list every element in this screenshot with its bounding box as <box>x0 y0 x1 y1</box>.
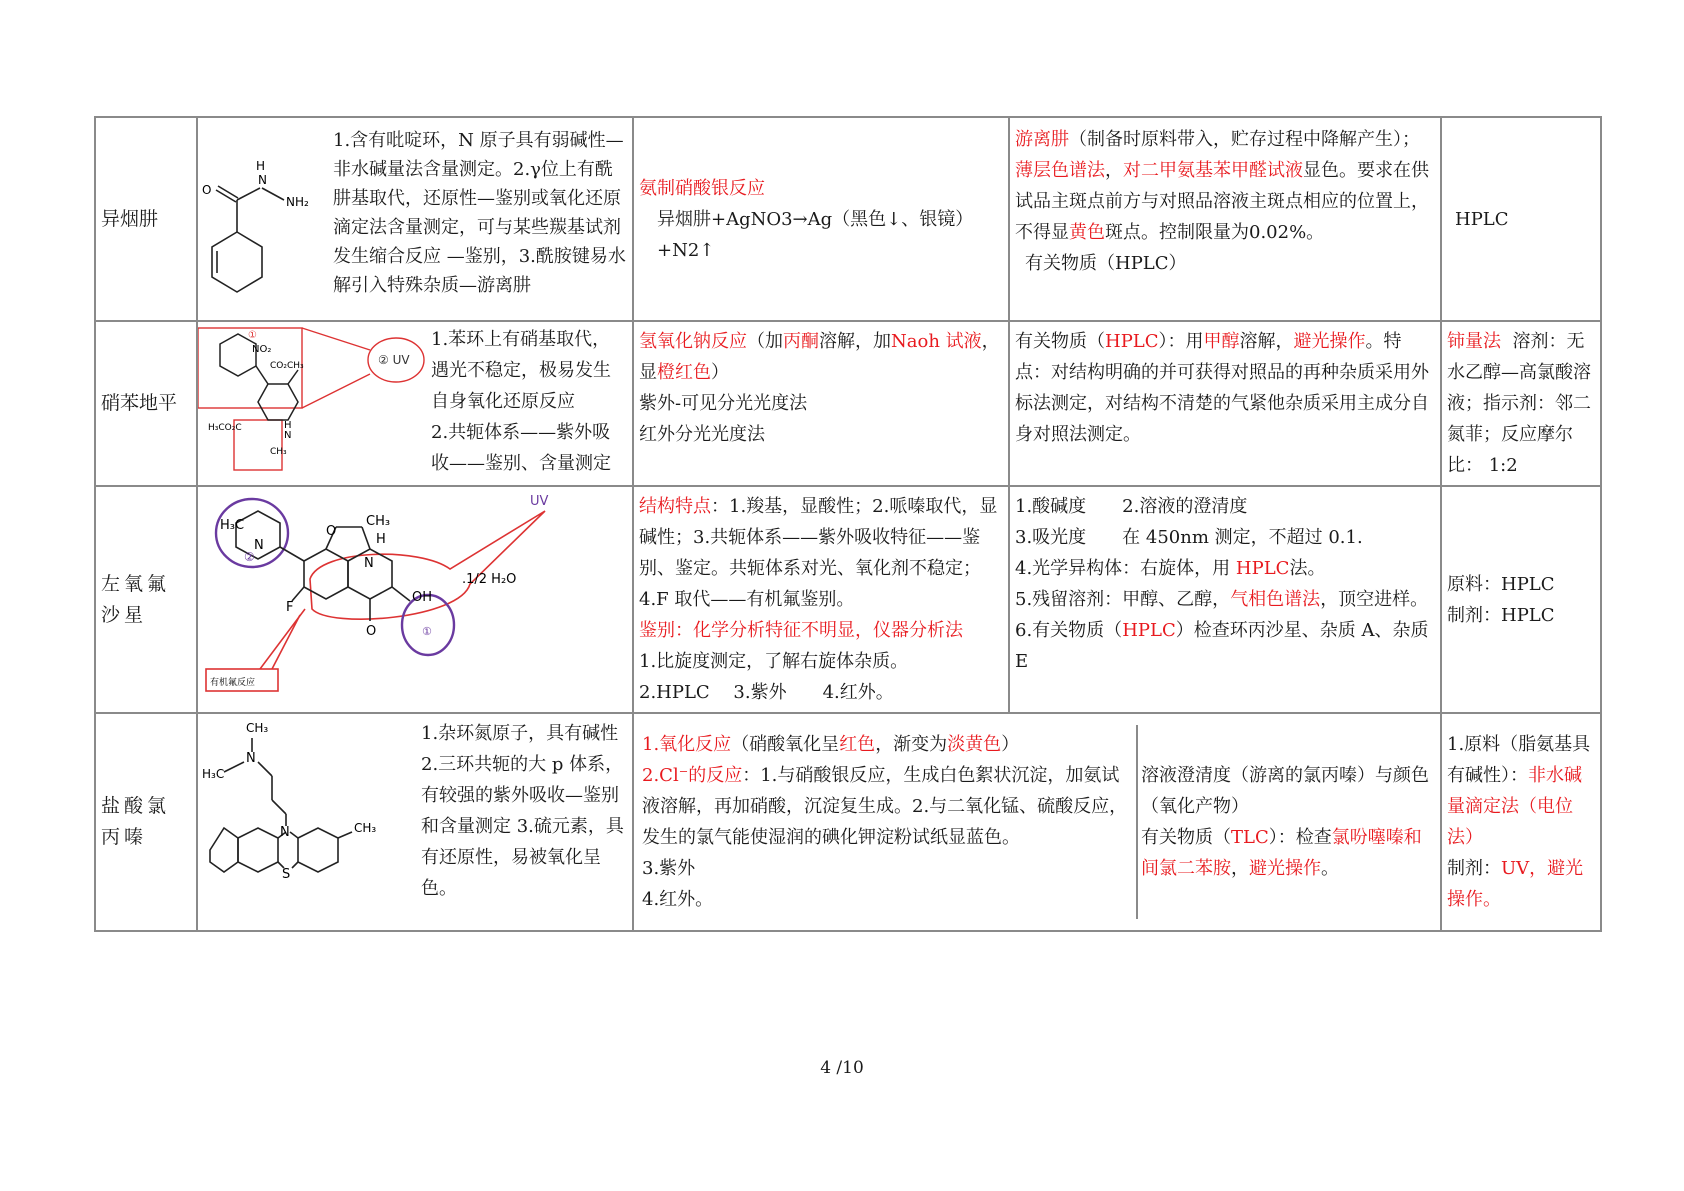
check-text: 气相色谱法 <box>1230 589 1321 610</box>
identification-cell <box>633 486 1009 713</box>
table-row <box>95 486 1601 713</box>
mol-label: CO₂CH₃ <box>270 361 304 371</box>
identification-text: 丙酮 <box>783 331 819 352</box>
mol-label: CH₃ <box>270 447 287 457</box>
structure-cell <box>197 321 633 486</box>
table-row <box>95 117 1601 321</box>
check-text: HPLC <box>1122 620 1176 641</box>
mol-label: ② <box>244 550 255 564</box>
identification-text: ：1.羧基，显酸性；2.哌嗪取代，显碱性；3.共轭体系——紫外吸收特征——鉴别、鉴定。共轭体系对光、氧化剂不稳定；4.F 取代——有机氟鉴别。 <box>639 496 998 610</box>
chlorpromazine-structure <box>202 716 402 926</box>
identification-text: 异烟肼+AgNO3→Ag（黑色↓、银镜）+N2↑ <box>657 208 974 261</box>
check-text: ）检查环丙沙星、杂质 A、杂质 E <box>1015 620 1429 672</box>
check-text: 溶液澄清度（游离的氯丙嗪）与颜色（氧化产物） <box>1141 765 1429 817</box>
check-text: （制备时原料带入，贮存过程中降解产生）； <box>1069 129 1420 150</box>
check-text: 游离肼 <box>1015 129 1069 150</box>
mol-label: N <box>254 538 264 553</box>
check-text: ， <box>1105 160 1123 181</box>
identification-text: 鉴别：化学分析特征不明显，仪器分析法 <box>639 620 963 641</box>
table-row <box>95 321 1601 486</box>
identification-text: Naoh 试液 <box>891 331 982 352</box>
mol-label: OH <box>412 590 433 605</box>
structure-note-text: 1.含有吡啶环，N 原子具有弱碱性—非水碱量法含量测定。2.γ位上有酰肼基取代，还原性—鉴别或氧化还原滴定法含量测定，可与某些羰基试剂发生缩合反应 —鉴别，3.酰胺键易水解引入特殊杂质—游离肼 <box>333 130 626 296</box>
structure-note-text: 1.杂环氮原子，具有碱性 2.三环共轭的大 p 体系，有较强的紫外吸收—鉴别和含量测定 3.硫元素，具有还原性，易被氧化呈色。 <box>421 723 624 899</box>
identification-title: 氨制硝酸银反应 <box>639 177 765 199</box>
identification-text: 1.氧化反应 <box>642 734 732 755</box>
check-text: 4.光学异构体：右旋体，用 <box>1015 558 1231 579</box>
check-text: 斑点。控制限量为0.02%。 <box>1105 222 1325 243</box>
identification-text: 2.HPLC 3.紫外 4.红外。 <box>639 682 894 703</box>
structure-note-text: 2.共轭体系——紫外吸收——鉴别、含量测定 <box>431 422 611 474</box>
table-row <box>95 713 1601 931</box>
ident-check-split <box>634 725 1440 919</box>
check-text: TLC <box>1231 827 1269 848</box>
check-text: 氯吩噻嗪和间氯二苯胺 <box>1141 827 1422 879</box>
mol-label: F <box>286 600 294 615</box>
identification-text: 结构特点 <box>639 496 711 517</box>
identification-text: ） <box>711 362 729 383</box>
mol-label: H <box>284 420 292 431</box>
drug-name: 左氧氟沙星 <box>101 572 171 626</box>
drug-name: 异烟肼 <box>101 207 159 230</box>
mol-label: H <box>376 532 386 547</box>
check-cell <box>1009 321 1441 486</box>
identification-text: ：1.与硝酸银反应，生成白色絮状沉淀，加氨试液溶解，再加硝酸，沉淀复生成。2.与二氧化锰、硫酸反应，发生的氯气能使湿润的碘化钾淀粉试纸显蓝色。 <box>642 765 1128 848</box>
mol-label: CH₃ <box>354 821 377 835</box>
drug-analysis-table <box>94 116 1602 932</box>
assay-text: UV，避光操作。 <box>1447 858 1584 910</box>
check-text: 。 <box>1321 858 1339 879</box>
mol-label: H <box>256 159 266 173</box>
identification-text: 2.Cl⁻的反应 <box>642 765 743 786</box>
assay-text: HPLC <box>1455 208 1509 230</box>
assay-cell <box>1441 321 1601 486</box>
mol-label: O <box>326 524 337 539</box>
identification-text: ，显 <box>639 331 1000 383</box>
identification-text: ） <box>1001 734 1020 755</box>
check-text: 。特点：对结构明确的并可获得对照品的再种杂质采用外标法测定，对结构不清楚的气紧他杂质采用主成分自身对照法测定。 <box>1015 331 1429 445</box>
mol-label: N <box>246 751 256 766</box>
mol-label: CH₃ <box>246 721 269 735</box>
mol-label: O <box>366 624 377 639</box>
check-text: 1.酸碱度 2.溶液的澄清度 <box>1015 496 1248 517</box>
check-text: 有关物质（ <box>1141 827 1231 848</box>
mol-label: N <box>280 825 290 840</box>
assay-cell <box>1441 486 1601 713</box>
check-text: 显色。要求在供试品主斑点前方与对照品溶液主斑点相应的位置上，不得显 <box>1015 160 1429 243</box>
drug-name-cell <box>95 321 197 486</box>
identification-text: 紫外-可见分光光度法 <box>639 393 808 414</box>
check-text: 3.吸光度 在 450nm 测定，不超过 0.1. <box>1015 527 1363 548</box>
assay-text: 原料：HPLC <box>1447 573 1555 595</box>
check-cell <box>1138 725 1440 919</box>
check-text: 薄层色谱法 <box>1015 160 1105 181</box>
mol-label: 有机氟反应 <box>210 678 256 688</box>
mol-label: CH₃ <box>366 514 391 529</box>
identification-text: 溶解，加 <box>819 331 891 352</box>
check-cell <box>1009 117 1441 321</box>
identification-text: （加 <box>747 331 783 352</box>
identification-cell <box>633 117 1009 321</box>
mol-label: N <box>364 556 374 571</box>
check-text: ）：检查 <box>1268 827 1332 848</box>
check-text: 甲醇 <box>1203 331 1240 352</box>
mol-label: O <box>202 183 212 197</box>
assay-text: 非水碱量滴定法（电位法） <box>1447 765 1582 848</box>
identification-text: 氢氧化钠反应 <box>639 331 747 352</box>
check-text: ， <box>1231 858 1249 879</box>
drug-name: 硝苯地平 <box>101 392 178 414</box>
mol-label: H₃CO₂C <box>208 423 242 433</box>
check-text: 有关物质（HPLC） <box>1025 253 1187 274</box>
check-cell <box>1009 486 1441 713</box>
ident-check-cell <box>633 713 1441 931</box>
page-number: 4 /10 <box>820 1058 864 1078</box>
check-text: HPLC <box>1235 558 1290 579</box>
check-text: 避光操作 <box>1293 331 1366 352</box>
mol-label: .1/2 H₂O <box>462 572 517 587</box>
check-text: 法。 <box>1289 558 1326 579</box>
check-text: 溶解， <box>1239 331 1294 352</box>
check-text: 5.残留溶剂：甲醇、乙醇， <box>1015 589 1231 610</box>
mol-label: NH₂ <box>286 195 309 209</box>
identification-text: 红色 <box>839 734 876 755</box>
assay-cell <box>1441 713 1601 931</box>
check-text: 避光操作 <box>1249 858 1321 879</box>
drug-name-cell <box>95 713 197 931</box>
mol-label: UV <box>530 494 549 509</box>
assay-text: 制剂： <box>1447 858 1501 879</box>
identification-text: 橙红色 <box>657 362 711 383</box>
drug-name-cell <box>95 117 197 321</box>
levofloxacin-structure <box>200 489 630 705</box>
nifedipine-structure <box>198 324 428 474</box>
identification-text: 1.比旋度测定，了解右旋体杂质。 <box>639 651 909 672</box>
mol-label: ① <box>422 625 432 638</box>
check-text: HPLC <box>1105 331 1159 352</box>
mol-label: ① <box>248 330 257 341</box>
identification-cell <box>633 321 1009 486</box>
structure-note-text: 1.苯环上有硝基取代，遇光不稳定，极易发生自身氧化还原反应 <box>431 329 611 412</box>
mol-label: N <box>258 173 267 187</box>
identification-text: 红外分光光度法 <box>639 424 765 445</box>
check-text: ，顶空进样。 <box>1320 589 1429 610</box>
drug-name-cell <box>95 486 197 713</box>
assay-text: 1.原料（脂氨基具有碱性）： <box>1447 734 1591 786</box>
isoniazid-structure <box>202 152 312 302</box>
check-text: 有关物质（ <box>1015 331 1105 352</box>
identification-text: ，渐变为 <box>875 734 948 755</box>
structure-cell <box>197 713 633 931</box>
identification-text: （硝酸氧化呈 <box>731 734 840 755</box>
check-text: 对二甲氨基苯甲醛试液 <box>1123 160 1303 181</box>
check-text: ）：用 <box>1158 331 1204 352</box>
mol-label: N <box>284 430 292 441</box>
mol-label: ② UV <box>378 353 410 367</box>
drug-name: 盐酸氯丙嗪 <box>101 795 171 848</box>
structure-cell <box>197 486 633 713</box>
assay-text: 铈量法 <box>1447 331 1501 352</box>
mol-label: NO₂ <box>252 344 272 355</box>
assay-text: 制剂：HPLC <box>1447 604 1555 626</box>
check-text: 6.有关物质（ <box>1015 620 1123 641</box>
assay-text: 溶剂：无水乙醇—高氯酸溶液；指示剂：邻二氮菲；反应摩尔比： 1:2 <box>1447 331 1591 476</box>
identification-text: 4.红外。 <box>642 889 714 910</box>
identification-text: 淡黄色 <box>947 734 1002 755</box>
mol-label: H₃C <box>202 767 225 781</box>
identification-cell <box>634 725 1138 919</box>
assay-cell <box>1441 117 1601 321</box>
mol-label: H₃C <box>220 518 245 533</box>
identification-text: 3.紫外 <box>642 858 696 879</box>
mol-label: S <box>282 867 291 882</box>
structure-cell <box>197 117 633 321</box>
check-text: 黄色 <box>1069 222 1105 243</box>
